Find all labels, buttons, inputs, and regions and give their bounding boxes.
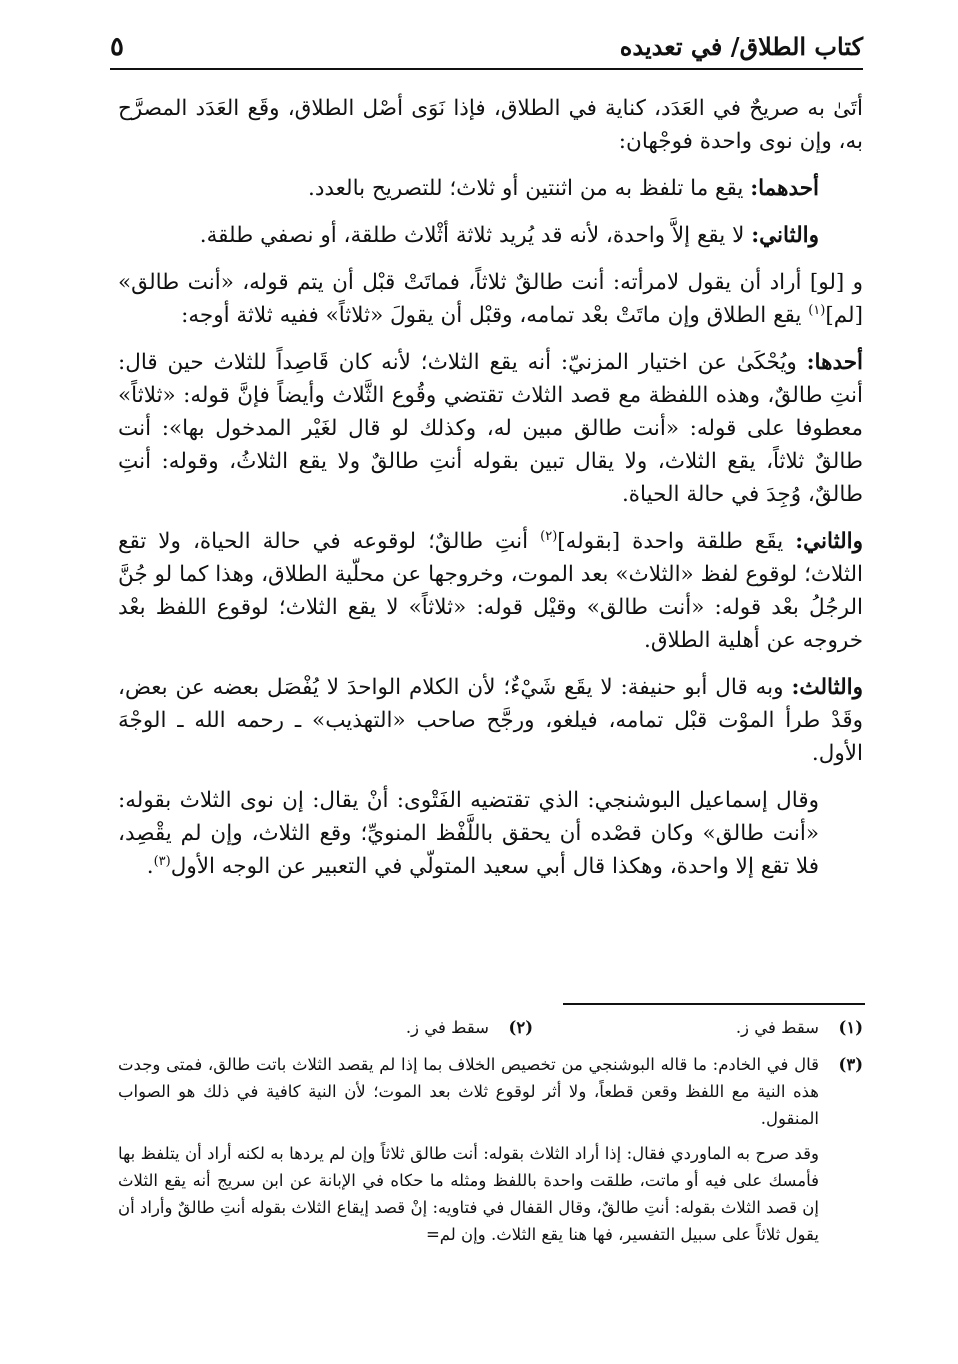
paragraph-4-text-b: يقع الطلاق وإن ماتَتْ بعْد تمامه، وقبْل أن يقولَ «ثلاثاً» ففيه ثلاثة أوجه: <box>181 303 809 328</box>
footnote-3-continuation: وقد صرح به الماوردي فقال: إذا أراد الثلاث بقوله: أنت طالق ثلاثاً وإن لم يردها به لكنه أراد أن يتلفظ بها فأمسك على فيه أو ماتت، طلقت واحدة باللفظ ومثله ما حكاه في الإبانة عن ابن سريج أنه يقع الثلاث إن قصد الثلاث بقوله: أنتِ طالقٌ، وقال القفال في فتاويه: إنْ قصد إيقاع الثلاث بقوله أنتِ طالقٌ وأراد أن يقول ثلاثاً على سبيل التفسير، فها هنا يقع الثلاث. وإن لم= <box>118 1144 820 1244</box>
paragraph-3 <box>118 219 863 252</box>
footnote-ref-1[interactable]: (١) <box>808 302 826 318</box>
paragraph-6-label: والثاني: <box>795 529 863 554</box>
running-header <box>110 28 863 70</box>
paragraph-4-text-a: و [لو] أراد أن يقول لامرأته: أنت طالقٌ ثلاثاً، فماتَتْ قبْل أن يتم قوله، «أنت طالق» [لم] <box>118 270 863 328</box>
footnote-divider <box>563 1003 865 1005</box>
main-text <box>118 92 863 897</box>
paragraph-7-text: وبه قال أبو حنيفة: لا يقَع شَيْءٌ؛ لأن الكلام الواحدَ لا يُفْصَل بعضه عن بعض، وقَدْ طرأ الموْت قبْل تمامه، فيلغو، ورجَّح صاحب «التهذيب» ـ رحمه الله ـ الوجْهَ الأول. <box>118 675 863 766</box>
running-title: كتاب الطلاق/ في تعديده <box>619 32 863 61</box>
paragraph-5 <box>118 346 863 511</box>
paragraph-8 <box>118 784 863 883</box>
footnotes-short-row <box>118 1014 863 1041</box>
footnote-1-number: (١) <box>838 1018 863 1037</box>
paragraph-6-text-b: أنتِ طالقٌ؛ لوقوعه في حالة الحياة، ولا تقع الثلاث؛ لوقوع لفظ «الثلاث» بعد الموت، وخروجها عن محلّية الطلاق، وهذا كما لو جُنَّ الرجُلُ بعْد قوله: «أنت طالق» وقيْل قوله: «ثلاثاً» لا يقع الثلاث؛ لوقوع اللفظ بعْد خروجه عن أهلية الطلاق. <box>118 529 863 653</box>
footnote-2-number: (٢) <box>508 1018 533 1037</box>
paragraph-6 <box>118 525 863 657</box>
footnote-1-text: سقط في ز. <box>735 1018 819 1037</box>
paragraph-1-text: أتَىٰ به صريحٌ في العَدَد، كناية في الطلاق، فإذا نَوَى أصْل الطلاق، وقَع العَدَد المصرَّح به، وإن نوى واحدة فوجْهان: <box>118 96 863 154</box>
footnotes <box>118 1014 863 1248</box>
paragraph-3-text: لا يقع إلاَّ واحدة، لأنه قد يُريد ثلاثة أثْلاث طلقة، أو نصفي طلقة. <box>199 223 752 248</box>
paragraph-6-text-a: يقَع طلقة واحدة [بقوله] <box>557 529 796 554</box>
paragraph-8-text-a: وقال إسماعيل البوشنجي: الذي تقتضيه الفَتْوى: أنْ يقال: إن نوى الثلاث بقوله: «أنت طالق» وكان قصْده أن يحقق باللَّفْظ المنويِّ؛ وقع الثلاث، وإن لم يقْصِد، فلا تقع إلا واحدة، وهكذا قال أبي سعيد المتولّي في التعبير عن الوجه الأول <box>118 788 819 879</box>
footnote-1 <box>533 1014 863 1041</box>
footnote-3-text: قال في الخادم: ما قاله البوشنجي من تخصيص الخلاف بما إذا لم يقصد الثلاث باتت طالق، فمتى وجدت هذه النية مع اللفظ وقعن قطعاً، ولا أثر لوقوع ثلاث بعد الموت؛ لأن النية كافية في ذلك هو الصواب المنقول. <box>118 1055 819 1128</box>
paragraph-7 <box>118 671 863 770</box>
footnote-ref-3[interactable]: (٣) <box>153 853 171 869</box>
paragraph-4 <box>118 266 863 332</box>
paragraph-5-label: أحدها: <box>806 350 863 375</box>
footnote-2 <box>203 1014 533 1041</box>
footnote-3 <box>118 1051 863 1132</box>
paragraph-1 <box>118 92 863 158</box>
paragraph-8-text-b: . <box>146 854 154 879</box>
footnote-2-text: سقط في ز. <box>405 1018 489 1037</box>
paragraph-2-label: أحدهما: <box>750 176 819 201</box>
paragraph-2-text: يقع ما تلفظ به من اثنتين أو ثلاث؛ للتصريح بالعدد. <box>307 176 751 201</box>
paragraph-3-label: والثاني: <box>751 223 819 248</box>
footnote-ref-2[interactable]: (٢) <box>540 528 558 544</box>
paragraph-7-label: والثالث: <box>791 675 863 700</box>
footnote-3-number: (٣) <box>838 1055 863 1074</box>
paragraph-5-text: ويُحْكَىٰ عن اختيار المزنيّ: أنه يقع الثلاث؛ لأنه كان قَاصِداً للثلاث حين قال: أنتِ طالقٌ، وهذه اللفظة مع قصد الثلاث تقتضي وقُوع الثَّلاث وأيضاً فإنَّ قوله: «ثلاثاً» معطوفا على قوله: «أنت طالق مبين له، وكذلك لو قال لغَيْر المدخول بها»: أنت طالقٌ ثلاثاً، يقع الثلاث، ولا يقال تبين بقوله أنتِ طالقٌ ولا يقع الثلاثُ، وقوله: أنتِ طالقٌ، وُجِدَ في حالة الحياة. <box>118 350 863 507</box>
paragraph-2 <box>118 172 863 205</box>
page-number: ٥ <box>110 32 124 62</box>
